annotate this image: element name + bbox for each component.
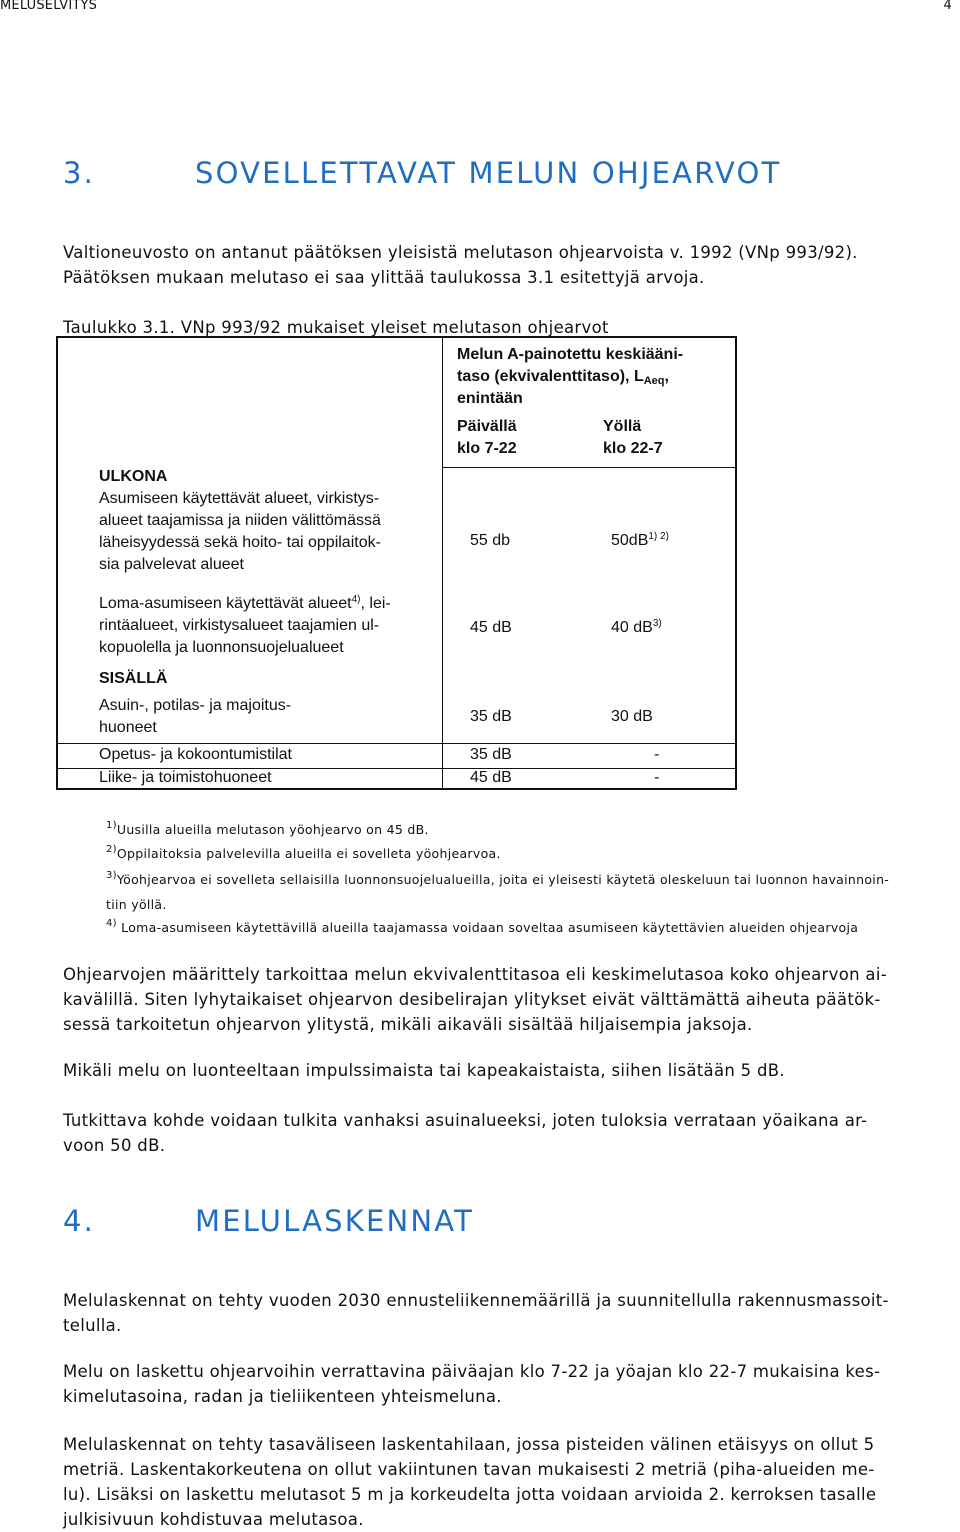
paragraph-line: lu). Lisäksi on laskettu melutasot 5 m ja korkeudelta jotta voidaan arvioida 2. kerroksen tasalle xyxy=(63,1485,877,1504)
table-header-line xyxy=(457,366,683,388)
table-header-text: , xyxy=(664,368,669,385)
section-3-title: SOVELLETTAVAT MELUN OHJEARVOT xyxy=(195,156,782,190)
paragraph-line: julkisivuun kohdistuvaa melutasoa. xyxy=(63,1510,364,1529)
row-holiday-night xyxy=(611,617,662,639)
footnote-mark: 3) xyxy=(106,870,117,881)
footnote-ref: 1) 2) xyxy=(648,531,669,542)
row-living-night: 30 dB xyxy=(611,708,653,725)
row-label-line xyxy=(99,593,391,615)
row-label-text: , lei- xyxy=(360,595,391,612)
row-residential-day: 55 db xyxy=(470,532,511,549)
col-header-day-hours: klo 7-22 xyxy=(457,440,517,457)
paragraph-time-periods xyxy=(63,1359,943,1409)
intro-line-2: Päätöksen mukaan melutaso ei saa ylittää taulukossa 3.1 esitettyjä arvoja. xyxy=(63,268,705,287)
section-4-title: MELULASKENNAT xyxy=(195,1204,474,1238)
row-label-line: Asuin-, potilas- ja majoitus- xyxy=(99,697,292,714)
row-label-line: rintäalueet, virkistysalueet taajamien ul- xyxy=(99,617,380,634)
row-residential-areas xyxy=(99,488,381,576)
row-teaching-day: 35 dB xyxy=(470,746,512,763)
paragraph-line: sessä tarkoitetun ohjearvon ylitystä, mikäli aikaväli sisältää hiljaisempia jaksoja. xyxy=(63,1015,753,1034)
laeq-subscript: Aeq xyxy=(643,375,665,387)
col-header-day xyxy=(457,416,517,460)
footnote-text: Loma-asumiseen käytettävillä alueilla taajamassa voidaan soveltaa asumiseen käytettävien alueiden ohjearvoja xyxy=(116,920,859,935)
running-header-left: MELUSELVITYS xyxy=(0,0,98,13)
col-header-night-hours: klo 22-7 xyxy=(603,440,663,457)
paragraph-line: Melulaskennat on tehty vuoden 2030 ennusteliikennemäärillä ja suunnitellulla rakennusmassoit- xyxy=(63,1291,889,1310)
footnote-4 xyxy=(106,920,858,935)
row-label-line: kopuolella ja luonnonsuojelualueet xyxy=(99,639,344,656)
page-number: 4 xyxy=(943,0,952,13)
footnote-text: Uusilla alueilla melutason yöohjearvo on 45 dB. xyxy=(116,822,429,837)
group-indoor: SISÄLLÄ xyxy=(99,670,168,687)
table-header xyxy=(457,344,683,410)
night-value: 40 dB xyxy=(611,619,653,636)
row-office-night: - xyxy=(654,769,660,786)
intro-line-1: Valtioneuvosto on antanut päätöksen yleisistä melutason ohjearvoista v. 1992 (VNp 993/92). xyxy=(63,243,858,262)
paragraph-line: kavälillä. Siten lyhytaikaiset ohjearvon desibelirajan ylitykset eivät välttämättä aiheuta päätök- xyxy=(63,990,881,1009)
row-label-line: läheisyydessä sekä hoito- tai oppilaitok- xyxy=(99,534,381,551)
row-residential-night xyxy=(611,530,669,552)
row-office-day: 45 dB xyxy=(470,769,512,786)
group-outdoor: ULKONA xyxy=(99,468,168,485)
section-3-number: 3. xyxy=(63,156,96,190)
col-header-day-label: Päivällä xyxy=(457,418,517,435)
paragraph-line: voon 50 dB. xyxy=(63,1136,166,1155)
footnote-3 xyxy=(106,872,889,887)
paragraph-old-residential xyxy=(63,1108,943,1158)
footnote-text: Yöohjearvoa ei sovelleta sellaisilla luonnonsuojelualueilla, joita ei yleisesti käytetä oleskeluun tai luonnon havainnoin- xyxy=(116,872,890,887)
table-header-text: taso (ekvivalenttitaso), L xyxy=(457,368,644,385)
row-living-day: 35 dB xyxy=(470,708,512,725)
paragraph-calculation-grid xyxy=(63,1432,943,1532)
footnote-ref: 3) xyxy=(652,618,662,629)
footnote-3-continued: tiin yöllä. xyxy=(106,897,167,912)
table-header-line: enintään xyxy=(457,390,523,407)
paragraph-line: Tutkittava kohde voidaan tulkita vanhaksi asuinalueeksi, joten tuloksia verrataan yöaikana ar- xyxy=(63,1111,868,1130)
table-caption: Taulukko 3.1. VNp 993/92 mukaiset yleiset melutason ohjearvot xyxy=(63,318,609,337)
row-label-line: alueet taajamissa ja niiden välittömässä xyxy=(99,512,381,529)
row-teaching-night: - xyxy=(654,746,660,763)
table-header-line: Melun A-painotettu keskiääni- xyxy=(457,346,684,363)
table-divider xyxy=(442,467,735,468)
footnote-ref: 4) xyxy=(351,594,361,605)
paragraph-line: Mikäli melu on luonteeltaan impulssimaista tai kapeakaistaista, siihen lisätään 5 dB. xyxy=(63,1061,785,1080)
paragraph-forecast xyxy=(63,1288,943,1338)
row-office-label: Liike- ja toimistohuoneet xyxy=(99,769,272,786)
night-value: 50dB xyxy=(611,532,649,549)
row-label-text: Loma-asumiseen käytettävät alueet xyxy=(99,595,352,612)
footnote-1 xyxy=(106,822,429,837)
footnote-text: Oppilaitoksia palvelevilla alueilla ei sovelleta yöohjearvoa. xyxy=(116,846,501,861)
paragraph-line: Melulaskennat on tehty tasaväliseen laskentahilaan, jossa pisteiden välinen etäisyys on ollut 5 xyxy=(63,1435,875,1454)
paragraph-line: telulla. xyxy=(63,1316,122,1335)
footnote-2 xyxy=(106,846,501,861)
table-divider xyxy=(442,338,443,788)
paragraph-line: Ohjearvojen määrittely tarkoittaa melun ekvivalenttitasoa eli keskimelutasoa koko ohjearvon ai- xyxy=(63,965,887,984)
row-label-line: huoneet xyxy=(99,719,157,736)
col-header-night-label: Yöllä xyxy=(603,418,642,435)
section-3-intro xyxy=(63,240,943,290)
row-teaching-label: Opetus- ja kokoontumistilat xyxy=(99,746,292,763)
paragraph-line: kimelutasoina, radan ja tieliikenteen yhteismeluna. xyxy=(63,1387,502,1406)
row-holiday-day: 45 dB xyxy=(470,619,512,636)
row-label-line: sia palvelevat alueet xyxy=(99,556,244,573)
row-label-line: Asumiseen käytettävät alueet, virkistys- xyxy=(99,490,380,507)
footnote-mark: 1) xyxy=(106,820,117,831)
paragraph-line: Melu on laskettu ohjearvoihin verrattavina päiväajan klo 7-22 ja yöajan klo 22-7 mukaisina kes- xyxy=(63,1362,881,1381)
row-holiday-areas xyxy=(99,593,391,659)
footnote-mark: 2) xyxy=(106,844,117,855)
noise-guideline-table xyxy=(56,336,737,790)
paragraph-definition xyxy=(63,962,943,1037)
footnote-mark: 4) xyxy=(106,918,117,929)
paragraph-line: metriä. Laskentakorkeutena on ollut vakiintunen tavan mukaisesti 2 metriä (piha-alueiden me- xyxy=(63,1460,875,1479)
section-4-number: 4. xyxy=(63,1204,96,1238)
paragraph-impulse xyxy=(63,1058,943,1083)
row-living-rooms xyxy=(99,695,291,739)
col-header-night xyxy=(603,416,663,460)
